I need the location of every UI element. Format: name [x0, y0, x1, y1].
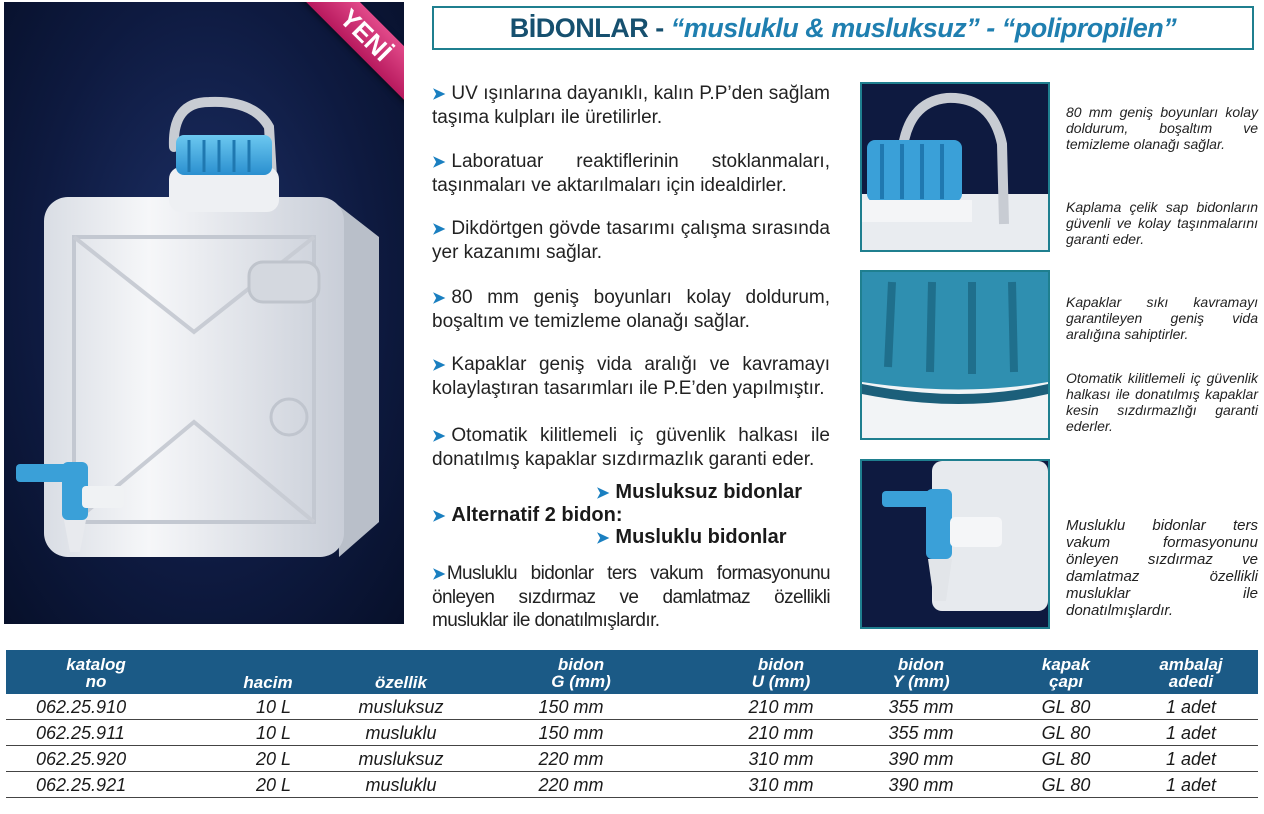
- tap-note-text: Musluklu bidonlar ters vakum formasyonunu önleyen sızdırmaz ve damlatmaz özellikli musluklar ile donatılmışlardır.: [432, 563, 830, 631]
- table-cell: musluksuz: [358, 697, 444, 717]
- caption-tap: Musluklu bidonlar ters vakum formasyonunu önleyen sızdırmaz ve damlatmaz özellikli musluklar ile donatılmışlardır.: [1066, 517, 1258, 619]
- table-row: [6, 746, 1258, 772]
- alt-option-text: Musluklu bidonlar: [615, 526, 787, 548]
- table-cell: GL 80: [1041, 775, 1091, 795]
- table-cell: 20 L: [255, 749, 291, 769]
- table-cell: 355 mm: [888, 723, 954, 743]
- table-body: [6, 694, 1258, 798]
- header-text: bidon Y (mm): [892, 655, 950, 691]
- feature-text: Dikdörtgen gövde tasarımı çalışma sırasında yer kazanımı sağlar.: [432, 218, 830, 263]
- table-cell: 1 adet: [1165, 697, 1217, 717]
- table-cell: 1 adet: [1165, 749, 1217, 769]
- header-text: hacim: [243, 673, 293, 692]
- catalog-table: [6, 650, 1258, 798]
- table-cell: 390 mm: [888, 749, 954, 769]
- header-ozellik: [346, 674, 456, 691]
- caption-cap: Kapaklar sıkı kavramayı garantileyen geniş vida aralığına sahiptirler.: [1066, 294, 1258, 342]
- header-kapak: [1016, 656, 1116, 690]
- feature-item: [432, 217, 830, 264]
- table-cell: 062.25.920: [36, 749, 127, 769]
- feature-text: 80 mm geniş boyunları kolay doldurum, boşaltım ve temizleme olanağı sağlar.: [432, 287, 830, 332]
- table-cell: 150 mm: [538, 697, 604, 717]
- feature-text: Otomatik kilitlemeli iç güvenlik halkası ile donatılmış kapaklar sızdırmazlık garanti eder.: [432, 425, 830, 470]
- table-cell: 1 adet: [1165, 775, 1217, 795]
- table-cell: 390 mm: [888, 775, 954, 795]
- product-photo: [4, 2, 404, 624]
- chevron-right-icon: ➤: [432, 357, 446, 374]
- table-row: [6, 694, 1258, 720]
- table-row: [6, 772, 1258, 798]
- table-cell: GL 80: [1041, 723, 1091, 743]
- header-bidon-u: [726, 656, 836, 690]
- chevron-right-icon: ➤: [596, 485, 610, 502]
- header-text: bidon G (mm): [551, 655, 611, 691]
- header-text: katalog no: [66, 655, 126, 691]
- chevron-right-icon: ➤: [432, 566, 445, 583]
- alt-label: [432, 504, 623, 527]
- feature-text: Kapaklar geniş vida aralığı ve kavramayı kolaylaştıran tasarımları ile P.E’den yapılmıştır.: [432, 354, 830, 399]
- table-cell: 062.25.910: [36, 697, 127, 717]
- header-ambalaj: [1136, 656, 1246, 690]
- alt-label-text: Alternatif 2 bidon:: [451, 504, 623, 526]
- table-cell: 210 mm: [748, 723, 814, 743]
- caption-safety-ring: Otomatik kilitlemeli iç güvenlik halkası ile donatılmış kapaklar kesin sızdırmazlığı garanti ederler.: [1066, 370, 1258, 434]
- chevron-right-icon: ➤: [432, 154, 446, 171]
- table-cell: 210 mm: [748, 697, 814, 717]
- table-cell: 310 mm: [748, 749, 814, 769]
- title-subtitle: “musluklu & musluksuz” - “polipropilen”: [670, 13, 1177, 43]
- feature-item: [432, 424, 830, 471]
- header-text: kapak çapı: [1041, 655, 1091, 691]
- page-title: [432, 6, 1254, 50]
- table-cell: 355 mm: [888, 697, 954, 717]
- header-text: bidon U (mm): [751, 655, 811, 691]
- feature-item: [432, 82, 830, 129]
- table-cell: GL 80: [1041, 697, 1091, 717]
- chevron-right-icon: ➤: [596, 530, 610, 547]
- feature-text: UV ışınlarına dayanıklı, kalın P.P’den sağlam taşıma kulpları ile üretilirler.: [432, 83, 830, 128]
- chevron-right-icon: ➤: [432, 290, 446, 307]
- feature-text: Laboratuar reaktiflerinin stoklanmaları, taşınmaları ve aktarılmaları için idealdirler.: [432, 151, 830, 196]
- chevron-right-icon: ➤: [432, 221, 446, 238]
- header-bidon-g: [526, 656, 636, 690]
- tap-detail-photo: [860, 459, 1050, 629]
- chevron-right-icon: ➤: [432, 508, 446, 525]
- feature-item: [432, 150, 830, 197]
- carboy-illustration: [4, 2, 404, 624]
- caption-neck: 80 mm geniş boyunları kolay doldurum, boşaltım ve temizleme olanağı sağlar.: [1066, 104, 1258, 152]
- table-row: [6, 720, 1258, 746]
- table-cell: 20 L: [255, 775, 291, 795]
- caption-handle: Kaplama çelik sap bidonların güvenli ve kolay taşınmalarını garanti eder.: [1066, 199, 1258, 247]
- chevron-right-icon: ➤: [432, 428, 446, 445]
- table-cell: 150 mm: [538, 723, 604, 743]
- table-header: [6, 650, 1258, 694]
- header-katalog: [46, 656, 146, 690]
- alt-option-musluksuz: [596, 481, 802, 504]
- alt-option-musluklu: [596, 526, 787, 549]
- tap-note: [432, 562, 830, 632]
- chevron-right-icon: ➤: [432, 86, 446, 103]
- cap-detail-photo: [860, 270, 1050, 440]
- neck-detail-photo: [860, 82, 1050, 252]
- table-cell: 062.25.911: [36, 723, 125, 743]
- header-text: ambalaj adedi: [1159, 655, 1223, 691]
- table-cell: 062.25.921: [36, 775, 127, 795]
- table-cell: 10 L: [255, 723, 291, 743]
- alt-option-text: Musluksuz bidonlar: [615, 481, 803, 503]
- header-hacim: [218, 674, 318, 691]
- feature-item: [432, 353, 830, 400]
- table-cell: 220 mm: [538, 749, 604, 769]
- table-cell: 10 L: [255, 697, 291, 717]
- header-text: özellik: [375, 673, 427, 692]
- header-bidon-y: [866, 656, 976, 690]
- feature-item: [432, 286, 830, 333]
- title-main: BİDONLAR -: [509, 13, 671, 43]
- table-cell: musluklu: [365, 723, 437, 743]
- new-badge: YENİ: [282, 2, 404, 119]
- table-cell: musluklu: [365, 775, 437, 795]
- table-cell: 220 mm: [538, 775, 604, 795]
- table-cell: 310 mm: [748, 775, 814, 795]
- table-cell: GL 80: [1041, 749, 1091, 769]
- table-cell: 1 adet: [1165, 723, 1217, 743]
- table-cell: musluksuz: [358, 749, 444, 769]
